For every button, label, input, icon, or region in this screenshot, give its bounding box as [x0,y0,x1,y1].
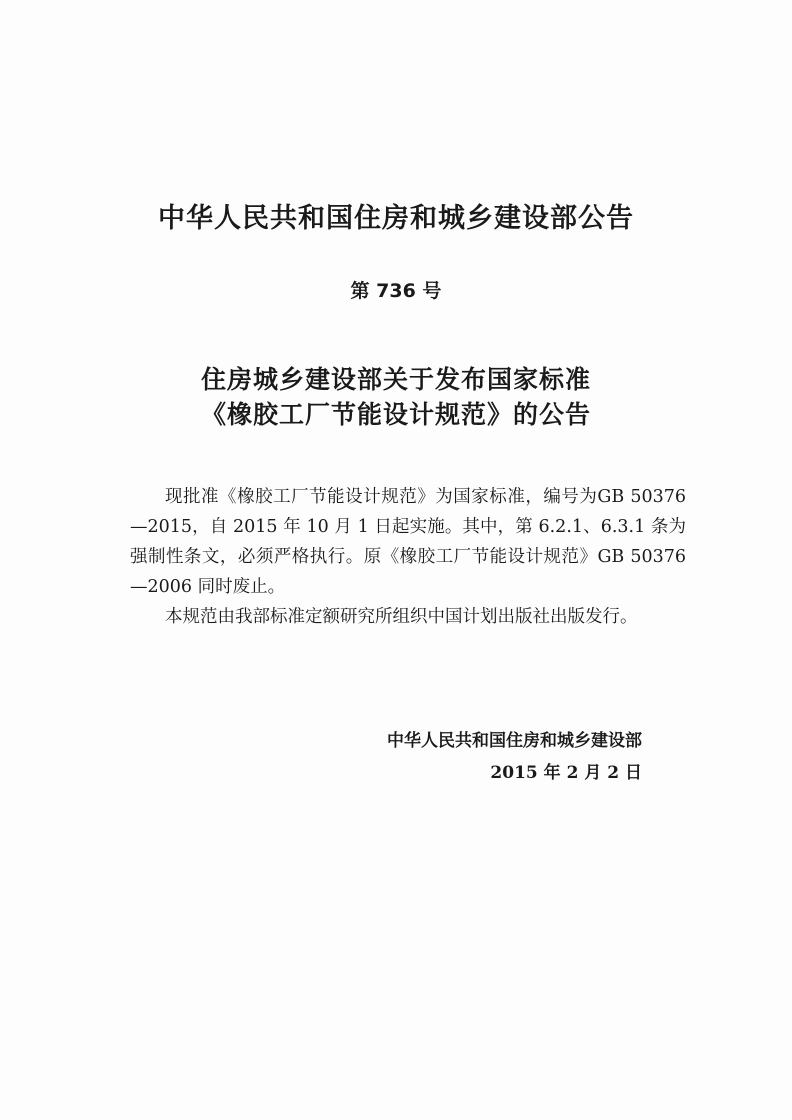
notice-title-line1: 住房城乡建设部关于发布国家标准 [200,365,591,394]
announcement-header: 中华人民共和国住房和城乡建设部公告 [158,203,634,234]
notice-title-line2: 《橡胶工厂节能设计规范》的公告 [200,400,591,429]
issuer-name: 中华人民共和国住房和城乡建设部 [387,731,642,751]
announcement-body [130,482,686,632]
issue-date: 2015 年 2 月 2 日 [490,763,642,783]
announcement-number: 第 736 号 [350,280,442,302]
body-paragraph-publication: 本规范由我部标准定额研究所组织中国计划出版社出版发行。 [165,607,638,627]
body-paragraph-approval: 现批准《橡胶工厂节能设计规范》为国家标准，编号为GB 50376—2015，自 2015 年 10 月 1 日起实施。其中，第 6.2.1、6.3.1 条为强制性条文，必须严格执行。原《橡胶工厂节能设计规范》GB 50376—2006 同时废止。 [130,487,686,597]
